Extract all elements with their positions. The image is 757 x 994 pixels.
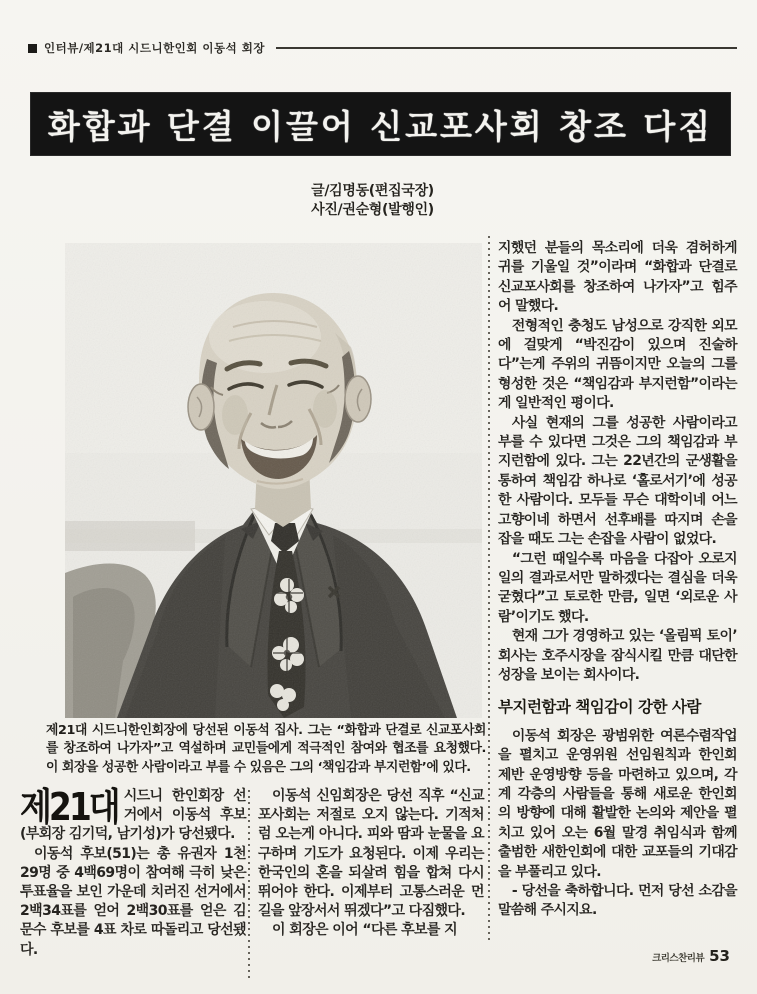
interview-question: - 당선을 축하합니다. 먼저 당선 소감을 말씀해 주시지요. (498, 883, 737, 919)
column-divider-right (488, 236, 490, 942)
paragraph: 사실 현재의 그를 성공한 사람이라고 부를 수 있다면 그것은 그의 책임감과 부지런함에 있다. 그는 22년간의 군생활을 통하여 책임감 하나로 ‘홀로서기’에 성공한 사람이다. 모두들 무슨 대학이네 어느 고향이네 하면서 선후배를 따지며 손을 잡을 때도 그는 손잡을 사람이 없었다. (498, 414, 737, 548)
paragraph: 이동석 회장은 광범위한 여론수렴작업을 펼치고 운영위원 선임원칙과 한인회 제반 운영방향 등을 마련하고 있으며, 각계 각층의 사람들을 통해 새로운 한인회의 방향에 대해 활발한 논의와 제안을 펼치고 있어 오는 6월 말경 취임식과 함께 출범한 새한인회에 대한 교포들의 기대감을 부풀리고 있다. (498, 727, 737, 880)
paragraph: 이동석 신임회장은 당선 직후 “신교포사회는 저절로 오지 않는다. 기적처럼 오는게 아니다. 피와 땀과 눈물을 요구하며 기도가 요청된다. 이제 우리는 한국인의 혼을 되살려 힘을 합쳐 다시 뛰어야 한다. 이제부터 고통스러운 먼길을 앞장서서 뛰겠다”고 다짐했다. (258, 788, 484, 920)
kicker-row (28, 40, 737, 56)
paragraph: 현재 그가 경영하고 있는 ‘올림픽 토이’ 회사는 호주시장을 잠식시킬 만큼 대단한 성장을 보이는 회사이다. (498, 628, 737, 683)
drop-cap: 제21대 (20, 784, 118, 830)
portrait-photo (65, 243, 482, 718)
paragraph: “그런 때일수록 마음을 다잡아 오로지 일의 결과로서만 말하겠다는 결심을 더욱 굳혔다”고 토로한 만큼, 일면 ‘외로운 사람’이기도 했다. (498, 550, 737, 625)
portrait-photo-art (65, 243, 482, 718)
intro-column (20, 784, 246, 960)
byline-writer: 글/김명동(편집국장) (311, 183, 434, 199)
right-column (498, 239, 737, 921)
byline (255, 182, 490, 220)
paragraph: 이동석 후보(51)는 총 유권자 1천29명 중 4백69명이 참여해 극히 낮은 투표율을 보인 가운데 치러진 선거에서 2백34표를 얻어 2백30표를 얻은 김문수 후보를 4표 차로 따돌리고 당선됐다. (20, 845, 246, 958)
kicker-square-icon (28, 44, 37, 53)
page-number: 53 (709, 947, 730, 965)
paragraph: 전형적인 충청도 남성으로 강직한 외모에 걸맞게 “박진감이 있으며 진술하다”는게 주위의 귀뜸이지만 오늘의 그를 형성한 것은 “책임감과 부지런함”이라는 게 일반적인 평이다. (498, 317, 737, 412)
middle-column (258, 787, 484, 941)
article-title: 화합과 단결 이끌어 신교포사회 창조 다짐 (47, 106, 714, 146)
article-title-banner (30, 92, 731, 156)
magazine-name: 크리스찬리뷰 (652, 953, 705, 964)
paragraph: 지했던 분들의 목소리에 더욱 겸허하게 귀를 기울일 것”이라며 “화합과 단결로 신교포사회를 창조하여 나가자”고 힘주어 말했다. (498, 240, 737, 315)
column-divider-left (248, 790, 250, 982)
kicker-rule (276, 47, 737, 49)
kicker-text: 인터뷰/제21대 시드니한인회 이동석 회장 (44, 41, 265, 55)
photo-caption: 제21대 시드니한인회장에 당선된 이동석 집사. 그는 “화합과 단결로 신교포사회를 창조하여 나가자”고 역설하며 교민들에게 적극적인 참여와 협조를 요청했다. 이 회장을 성공한 사람이라고 부를 수 있음은 그의 ‘책임감과 부지런함’에 있다. (46, 723, 486, 775)
paragraph: 이 회장은 이어 “다른 후보를 지 (272, 922, 458, 939)
paragraph: 시드니 한인회장 선거에서 이동석 후보(부회장 김기덕, 남기성)가 당선됐다. (20, 788, 246, 843)
page-footer (640, 947, 730, 965)
section-subheading: 부지런함과 책임감이 강한 사람 (498, 698, 701, 717)
byline-photographer: 사진/권순형(발행인) (311, 202, 434, 218)
scan-grain-overlay (65, 243, 482, 718)
